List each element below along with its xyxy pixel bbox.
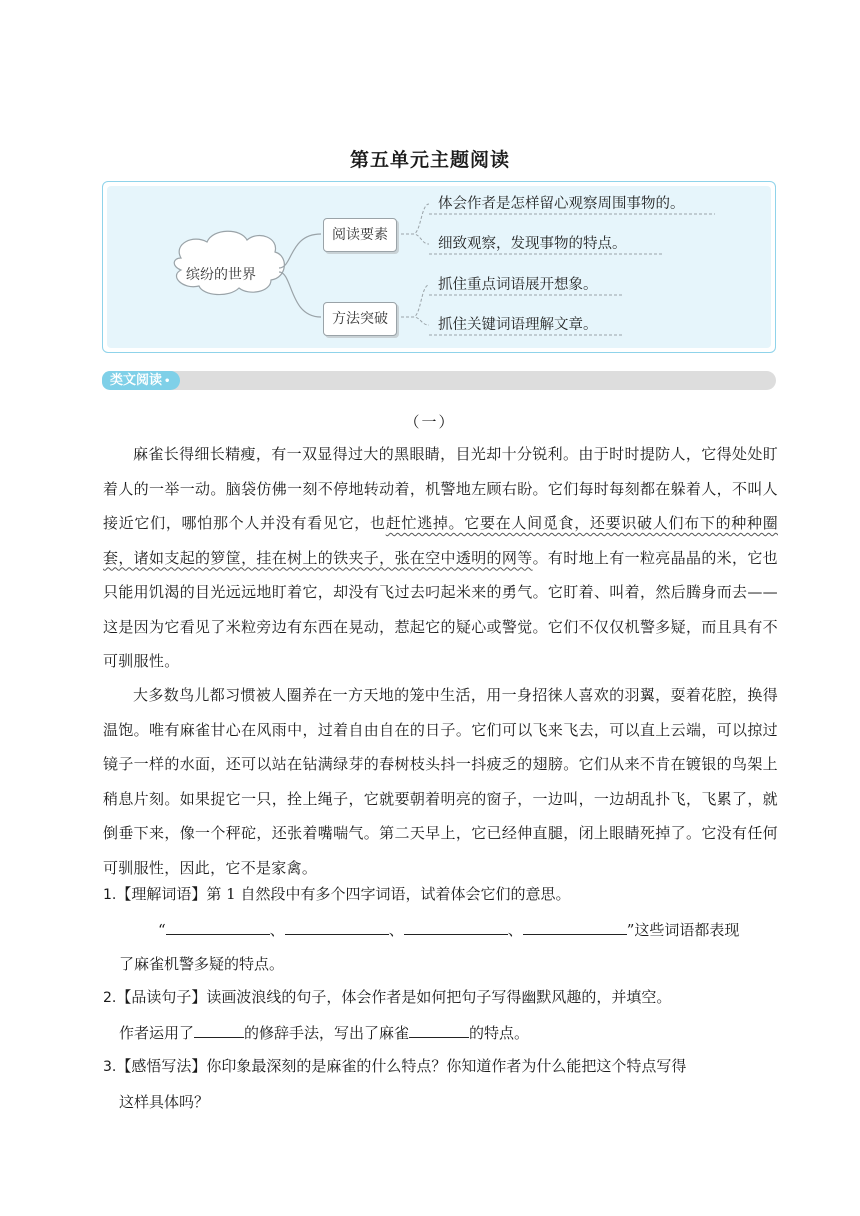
separator: 、 bbox=[507, 920, 523, 939]
question-text: ”这些词语都表现 bbox=[626, 920, 740, 939]
section-tag-label: 类文阅读 bbox=[110, 373, 163, 388]
question-text: 了麻雀机警多疑的特点。 bbox=[119, 955, 285, 973]
question-text: 你印象最深刻的是麻雀的什么特点？你知道作者为什么能把这个特点写得 bbox=[206, 1057, 687, 1075]
connector-leaf-2-2 bbox=[396, 317, 429, 325]
connector-leaf-1-1 bbox=[396, 204, 429, 234]
separator: 、 bbox=[388, 920, 404, 939]
question-2 bbox=[103, 980, 778, 1050]
question-text: 第 1 自然段中有多个四字词语，试着体会它们的意思。 bbox=[206, 885, 571, 903]
branch-node-reading-elements: 阅读要素 bbox=[323, 218, 397, 252]
question-tag: 【品读句子】 bbox=[116, 988, 207, 1006]
answer-blank[interactable] bbox=[194, 1019, 244, 1038]
cloud-shape bbox=[174, 231, 284, 294]
passage-text: 。有时地上有一粒亮晶晶的米，它也只能用饥渴的目光远远地盯着它，却没有飞过去叼起米来的勇气。它盯着、叫着，然后腾身而去——这是因为它看见了米粒旁边有东西在晃动，惹起它的疑心或警觉。它们不仅仅机警多疑，而且具有不可驯服性。 bbox=[103, 548, 778, 670]
answer-blank[interactable] bbox=[404, 916, 508, 935]
question-tag: 【感悟写法】 bbox=[116, 1057, 207, 1075]
question-3 bbox=[103, 1049, 778, 1119]
leaf-text: 体会作者是怎样留心观察周围事物的。 bbox=[438, 196, 685, 212]
fill-text: 作者运用了 bbox=[119, 1023, 195, 1042]
fill-text: 的修辞手法，写出了麻雀 bbox=[244, 1023, 410, 1042]
connector-branch-1 bbox=[279, 234, 321, 268]
answer-blank[interactable] bbox=[166, 916, 270, 935]
mind-map bbox=[102, 181, 776, 353]
question-tag: 【理解词语】 bbox=[116, 885, 207, 903]
question-number: 2. bbox=[103, 990, 117, 1006]
question-text: 这样具体吗？ bbox=[119, 1092, 210, 1111]
separator: 、 bbox=[269, 920, 285, 939]
passage-paragraph-1 bbox=[103, 437, 778, 679]
section-header-bar bbox=[102, 371, 776, 390]
question-number: 1. bbox=[103, 887, 117, 903]
connector-branch-2 bbox=[279, 272, 321, 317]
passage-text: 麻雀长得细长精瘦，有一双显得过大的黑眼睛，目光却十分锐利。由于时时提防人，它得处处盯着人的一举一动。脑袋仿佛一刻不停地转动着，机警地左顾右盼。它们每时每刻都在躲着人，不叫人接近它们，哪怕那个人并没有看见它，也 bbox=[103, 445, 778, 532]
subsection-title: （一） bbox=[404, 413, 456, 431]
branch-node-method-breakthrough: 方法突破 bbox=[323, 302, 397, 336]
answer-blank[interactable] bbox=[523, 916, 627, 935]
answer-blank[interactable] bbox=[285, 916, 389, 935]
answer-blank[interactable] bbox=[409, 1019, 469, 1038]
question-number: 3. bbox=[103, 1059, 117, 1075]
question-text: 读画波浪线的句子，体会作者是如何把句子写得幽默风趣的，并填空。 bbox=[206, 988, 672, 1006]
page-title: 第五单元主题阅读 bbox=[349, 149, 510, 171]
section-tag-dot: • bbox=[164, 376, 171, 387]
connector-leaf-1-2 bbox=[396, 234, 429, 244]
leaf-text: 细致观察，发现事物的特点。 bbox=[438, 236, 627, 252]
wavy-underlined-sentence: 赶忙逃掉。它要在人间觅食，还要识破人们布下的种种圈套，诸如支起的箩筐，挂在树上的铁夹子，张在空中透明的网等 bbox=[103, 514, 778, 567]
question-1 bbox=[103, 877, 778, 982]
mind-map-center: 缤纷的世界 bbox=[186, 267, 256, 283]
open-quote: “ bbox=[158, 920, 166, 939]
connector-leaf-2-1 bbox=[396, 285, 429, 317]
section-tag bbox=[102, 371, 180, 390]
leaf-text: 抓住关键词语理解文章。 bbox=[438, 317, 598, 333]
fill-text: 的特点。 bbox=[469, 1023, 530, 1042]
leaf-text: 抓住重点词语展开想象。 bbox=[438, 277, 598, 293]
passage-paragraph-2: 大多数鸟儿都习惯被人圈养在一方天地的笼中生活，用一身招徕人喜欢的羽翼，耍着花腔，换得温饱。唯有麻雀甘心在风雨中，过着自由自在的日子。它们可以飞来飞去，可以直上云端，可以掠过镜子一样的水面，还可以站在钻满绿芽的春树枝头抖一抖疲乏的翅膀。它们从来不肯在镀银的鸟架上稍息片刻。如果捉它一只，拴上绳子，它就要朝着明亮的窗子，一边叫，一边胡乱扑飞，飞累了，就倒垂下来，像一个秤砣，还张着嘴喘气。第二天早上，它已经伸直腿，闭上眼睛死掉了。它没有任何可驯服性，因此，它不是家禽。 bbox=[103, 686, 778, 877]
